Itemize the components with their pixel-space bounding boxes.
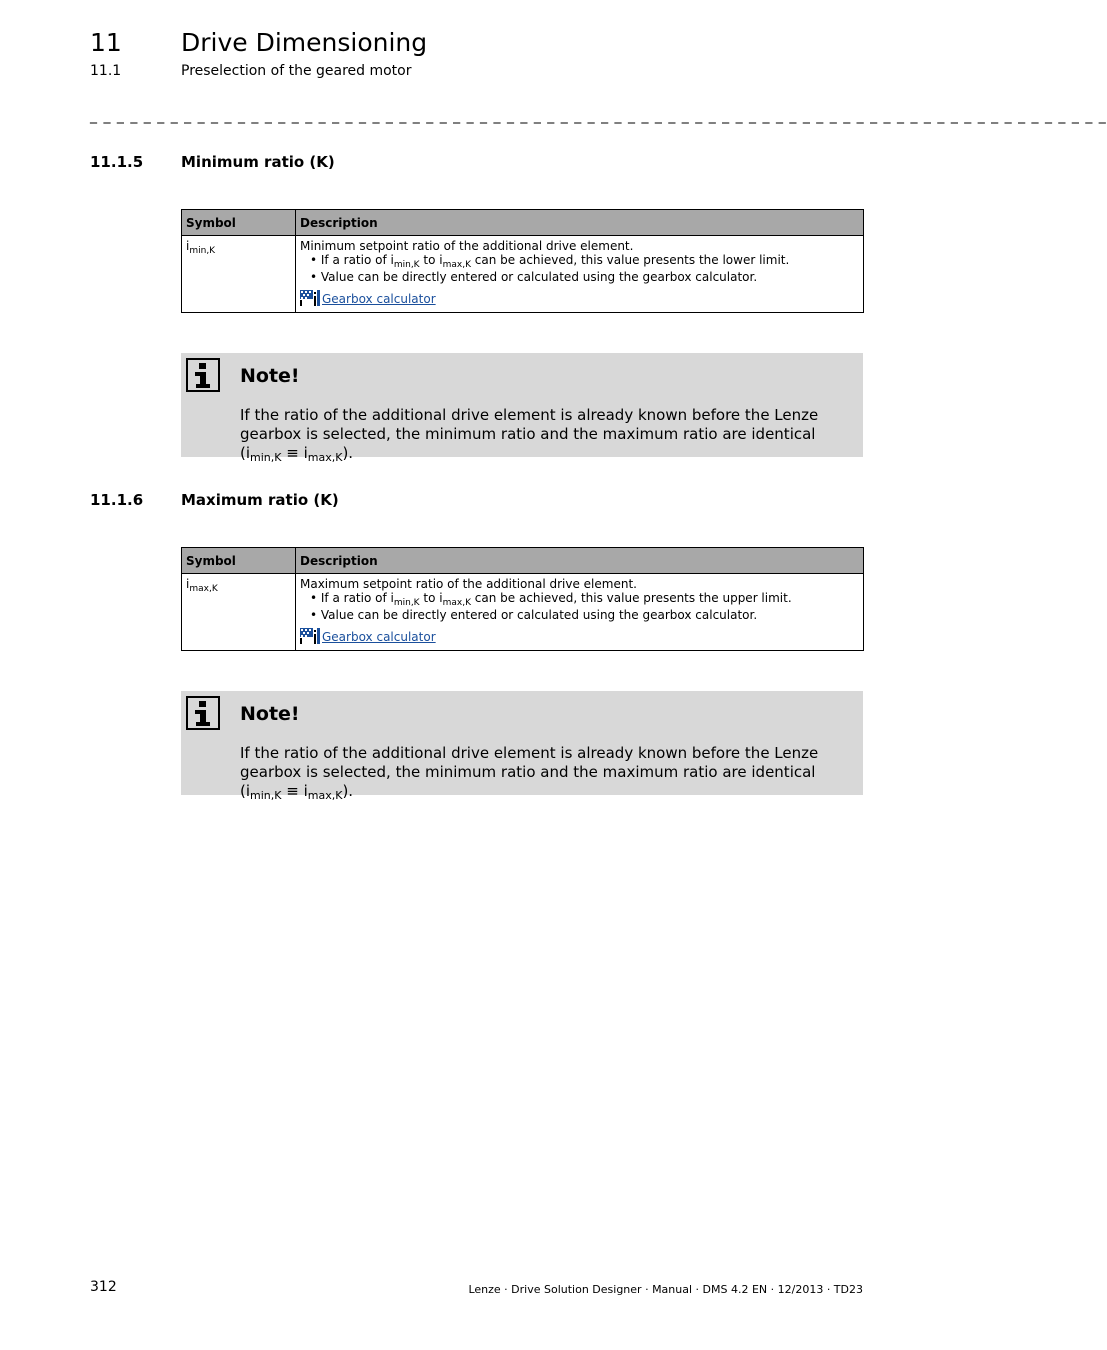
note-text — [240, 744, 855, 805]
bullet-text: • If a ratio of i — [310, 591, 394, 605]
column-header-description: Description — [296, 210, 864, 236]
parameter-table — [181, 547, 864, 651]
section-title: Preselection of the geared motor — [181, 63, 412, 79]
section-number: 11.1 — [90, 63, 122, 79]
subscript: min,K — [393, 598, 420, 608]
column-header-symbol: Symbol — [182, 548, 296, 574]
subsection-title: Minimum ratio (K) — [181, 153, 335, 171]
symbol-base: i — [186, 577, 190, 591]
note-box — [181, 353, 863, 464]
header-separator: _ _ _ _ _ _ _ _ _ _ _ _ _ _ _ _ _ _ _ _ _ _ _ _ _ _ _ _ _ _ _ _ _ _ _ _ _ _ _ _ _ _ _ _ _ _ _ _ _ _ _ _ _ _ _ _ _ _ _ _ _ _ _ _ _ _ _ _ _ _ _ _ _ _ _ _ — [90, 108, 1107, 124]
bullet-text: to i — [419, 591, 443, 605]
symbol-cell — [182, 574, 296, 651]
note-text — [240, 406, 855, 467]
description-cell — [296, 574, 864, 651]
bullet-entry-method: • Value can be directly entered or calculated using the gearbox calculator. — [310, 608, 758, 622]
info-icon — [186, 696, 220, 730]
gearbox-calculator-link[interactable]: Gearbox calculator — [322, 630, 436, 644]
symbol-subscript: max,K — [189, 584, 218, 594]
chapter-title: Drive Dimensioning — [181, 28, 428, 57]
parameter-table — [181, 209, 864, 313]
page-number: 312 — [90, 1279, 117, 1295]
subscript: max,K — [307, 451, 343, 464]
note-text-part: ). — [342, 782, 354, 800]
subscript: max,K — [307, 789, 343, 802]
symbol-base: i — [186, 239, 190, 253]
chapter-number: 11 — [90, 28, 122, 57]
note-title: Note! — [240, 703, 300, 725]
symbol-subscript: min,K — [189, 246, 216, 256]
footer-doc-info: Lenze · Drive Solution Designer · Manual · DMS 4.2 EN · 12/2013 · TD23 — [468, 1283, 863, 1296]
note-box — [181, 691, 863, 802]
subscript: min,K — [250, 451, 282, 464]
bullet-text: can be achieved, this value presents the upper limit. — [470, 591, 792, 605]
note-text-part: ≡ i — [281, 444, 308, 462]
subscript: min,K — [250, 789, 282, 802]
description-cell — [296, 236, 864, 313]
bullet-entry-method: • Value can be directly entered or calculated using the gearbox calculator. — [310, 270, 758, 284]
bullet-text: to i — [419, 253, 443, 267]
calculator-icon — [300, 628, 320, 644]
subscript: min,K — [393, 260, 420, 270]
bullet-text: can be achieved, this value presents the lower limit. — [470, 253, 790, 267]
description-line: Minimum setpoint ratio of the additional drive element. — [300, 239, 634, 253]
bullet-ratio-limit — [300, 253, 859, 270]
column-header-description: Description — [296, 548, 864, 574]
description-line: Maximum setpoint ratio of the additional drive element. — [300, 577, 637, 591]
gearbox-calculator-row — [300, 290, 859, 306]
note-text-part: If the ratio of the additional drive element is already known before the Lenze gearbox is selected, the minimum ratio and the maximum ratio are identical (i — [240, 744, 819, 800]
gearbox-calculator-row — [300, 628, 859, 644]
info-icon — [186, 358, 220, 392]
note-text-part: ≡ i — [281, 782, 308, 800]
column-header-symbol: Symbol — [182, 210, 296, 236]
table-header-row — [182, 210, 864, 236]
calculator-icon — [300, 290, 320, 306]
table-header-row — [182, 548, 864, 574]
table-row — [182, 574, 864, 651]
subsection-title: Maximum ratio (K) — [181, 491, 339, 509]
subsection-number: 11.1.5 — [90, 153, 144, 171]
note-text-part: ). — [342, 444, 354, 462]
table-row — [182, 236, 864, 313]
note-text-part: If the ratio of the additional drive element is already known before the Lenze gearbox is selected, the minimum ratio and the maximum ratio are identical (i — [240, 406, 819, 462]
symbol-cell — [182, 236, 296, 313]
bullet-ratio-limit — [300, 591, 859, 608]
subsection-number: 11.1.6 — [90, 491, 144, 509]
bullet-text: • If a ratio of i — [310, 253, 394, 267]
subscript: max,K — [442, 598, 471, 608]
subscript: max,K — [442, 260, 471, 270]
note-title: Note! — [240, 365, 300, 387]
gearbox-calculator-link[interactable]: Gearbox calculator — [322, 292, 436, 306]
